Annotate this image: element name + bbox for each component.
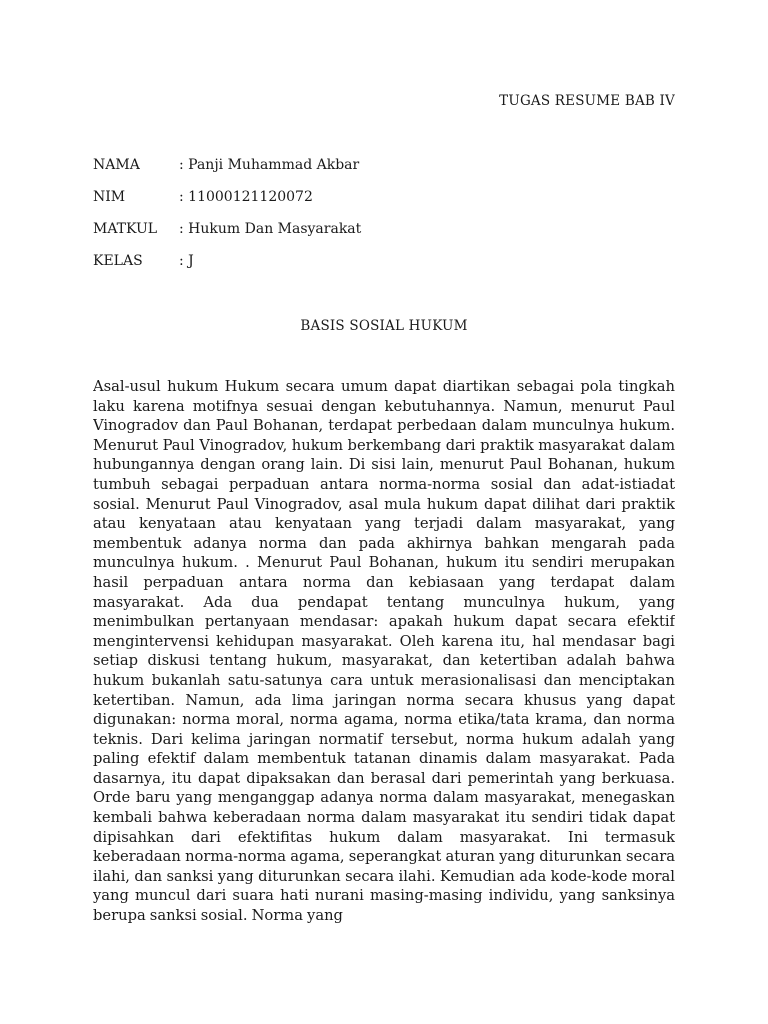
info-value: : J	[179, 253, 194, 269]
info-label: KELAS	[93, 253, 143, 269]
info-row-kelas	[93, 253, 194, 269]
info-label: MATKUL	[93, 221, 158, 237]
info-value: : Panji Muhammad Akbar	[179, 157, 360, 173]
assignment-title: TUGAS RESUME BAB IV	[499, 93, 675, 109]
info-row-nim	[93, 189, 313, 205]
body-paragraph: Asal-usul hukum Hukum secara umum dapat diartikan sebagai pola tingkah laku karena motifnya sesuai dengan kebutuhannya. Namun, menurut Paul Vinogradov dan Paul Bohanan, terdapat perbedaan dalam munculnya hukum. Menurut Paul Vinogradov, hukum berkembang dari praktik masyarakat dalam hubungannya dengan orang lain. Di sisi lain, menurut Paul Bohanan, hukum tumbuh sebagai perpaduan antara norma-norma sosial dan adat-istiadat sosial. Menurut Paul Vinogradov, asal mula hukum dapat dilihat dari praktik atau kenyataan atau kenyataan yang terjadi dalam masyarakat, yang membentuk adanya norma dan pada akhirnya bahkan mengarah pada munculnya hukum. . Menurut Paul Bohanan, hukum itu sendiri merupakan hasil perpaduan antara norma dan kebiasaan yang terdapat dalam masyarakat. Ada dua pendapat tentang munculnya hukum, yang menimbulkan pertanyaan mendasar: apakah hukum dapat secara efektif mengintervensi kehidupan masyarakat. Oleh karena itu, hal mendasar bagi setiap diskusi tentang hukum, masyarakat, dan ketertiban adalah bahwa hukum bukanlah satu-satunya cara untuk merasionalisasi dan menciptakan ketertiban. Namun, ada lima jaringan norma secara khusus yang dapat digunakan: norma moral, norma agama, norma etika/tata krama, dan norma teknis. Dari kelima jaringan normatif tersebut, norma hukum adalah yang paling efektif dalam membentuk tatanan dinamis dalam masyarakat. Pada dasarnya, itu dapat dipaksakan dan berasal dari pemerintah yang berkuasa. Orde baru yang menganggap adanya norma dalam masyarakat, menegaskan kembali bahwa keberadaan norma dalam masyarakat itu sendiri tidak dapat dipisahkan dari efektifitas hukum dalam masyarakat. Ini termasuk keberadaan norma-norma agama, seperangkat aturan yang diturunkan secara ilahi, dan sanksi yang diturunkan secara ilahi. Kemudian ada kode-kode moral yang muncul dari suara hati nurani masing-masing individu, yang sanksinya berupa sanksi sosial. Norma yang	[93, 378, 675, 925]
info-label: NIM	[93, 189, 126, 205]
info-value: : 11000121120072	[179, 189, 313, 205]
info-value: : Hukum Dan Masyarakat	[179, 221, 362, 237]
info-label: NAMA	[93, 157, 140, 173]
info-row-nama	[93, 157, 359, 173]
info-row-matkul	[93, 221, 361, 237]
section-title: BASIS SOSIAL HUKUM	[300, 318, 468, 334]
